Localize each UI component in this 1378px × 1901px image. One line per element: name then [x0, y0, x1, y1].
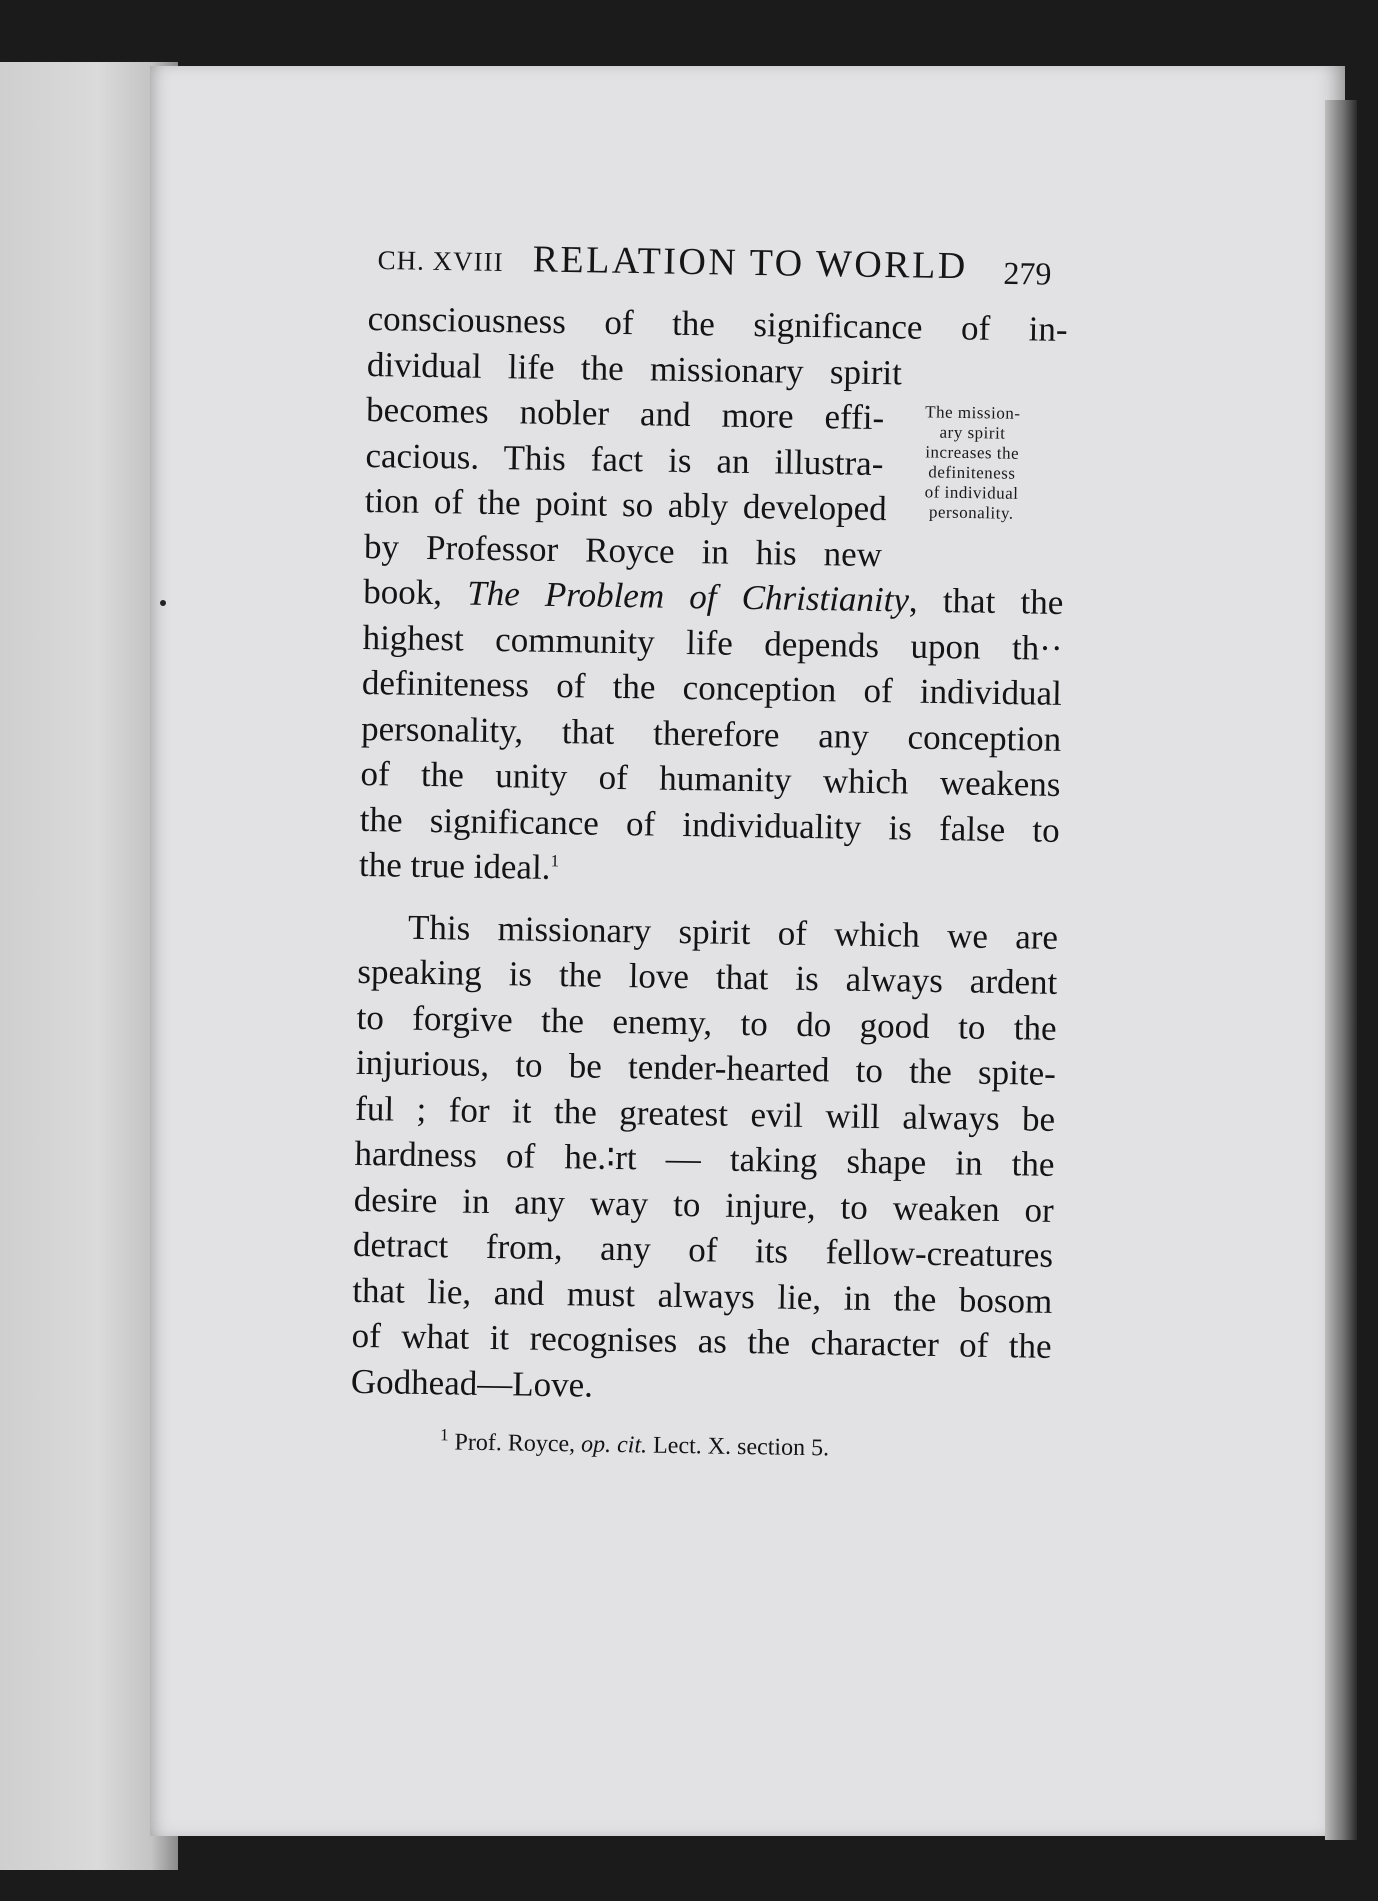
text-line: becomes nobler and more effi- [365, 389, 885, 438]
footnote-reference: 1 [550, 851, 560, 871]
text-line: hardness of he.∶rt — taking shape in the [354, 1133, 1055, 1184]
text-line: definiteness of the conception of individual [361, 662, 1063, 713]
book-title: The Problem of Christianity [466, 573, 910, 620]
text-line: that lie, and must always lie, in the bosom [352, 1270, 1053, 1321]
book-line-before: book, [363, 571, 468, 613]
text-line: injurious, to be tender-hearted to the spite- [355, 1042, 1057, 1093]
page-stack-edge [1325, 100, 1357, 1840]
text-line: ful ; for it the greatest evil will always be [354, 1088, 1056, 1139]
running-title: RELATION TO WORLD [532, 238, 969, 288]
text-line-last: Godhead—Love. [350, 1361, 594, 1405]
book-line-after: , that the [908, 580, 1064, 622]
text-line: the significance of individuality is false to [359, 799, 1061, 850]
text-line: to forgive the enemy, to do good to the [356, 997, 1057, 1048]
margin-note-line: definiteness [928, 462, 1016, 483]
text-line: of what it recognises as the character of the [351, 1315, 1052, 1366]
text-line: tion of the point so ably developed [364, 480, 888, 529]
text-line: detract from, any of its fellow-creatures [352, 1224, 1054, 1275]
footnote-text-after: Lect. X. section 5. [646, 1432, 830, 1462]
text-line: This missionary spirit of which we are [407, 907, 1059, 957]
text-line: of the unity of humanity which weakens [360, 753, 1061, 804]
footnote-marker: 1 [439, 1425, 449, 1445]
scan-speck [160, 600, 166, 606]
margin-note-line: personality. [928, 502, 1014, 523]
running-chapter: CH. XVIII [377, 244, 504, 277]
text-line: cacious. This fact is an illustra- [365, 435, 884, 483]
margin-note-line: The mission- [925, 402, 1021, 423]
body-text [350, 296, 1068, 1466]
margin-note-line: of individual [924, 482, 1019, 503]
page-number: 279 [1003, 254, 1052, 292]
text-line: speaking is the love that is always ardent [357, 951, 1058, 1002]
text-line: dividual life the missionary spirit [366, 344, 903, 392]
text-line: consciousness of the significance of in- [367, 298, 1068, 349]
running-header [377, 235, 1058, 302]
footnote-text-before: Prof. Royce, [454, 1429, 582, 1458]
text-line: highest community life depends upon th·· [362, 617, 1063, 668]
para1-last-text: the true ideal. [358, 844, 551, 887]
margin-note-line: ary spirit [939, 422, 1006, 443]
footnote-italic: op. cit. [580, 1431, 648, 1459]
text-line: by Professor Royce in his new [363, 526, 883, 574]
text-line: personality, that therefore any conception [360, 708, 1062, 759]
margin-note-line: increases the [925, 442, 1020, 463]
text-line: desire in any way to injure, to weaken or [353, 1179, 1055, 1230]
